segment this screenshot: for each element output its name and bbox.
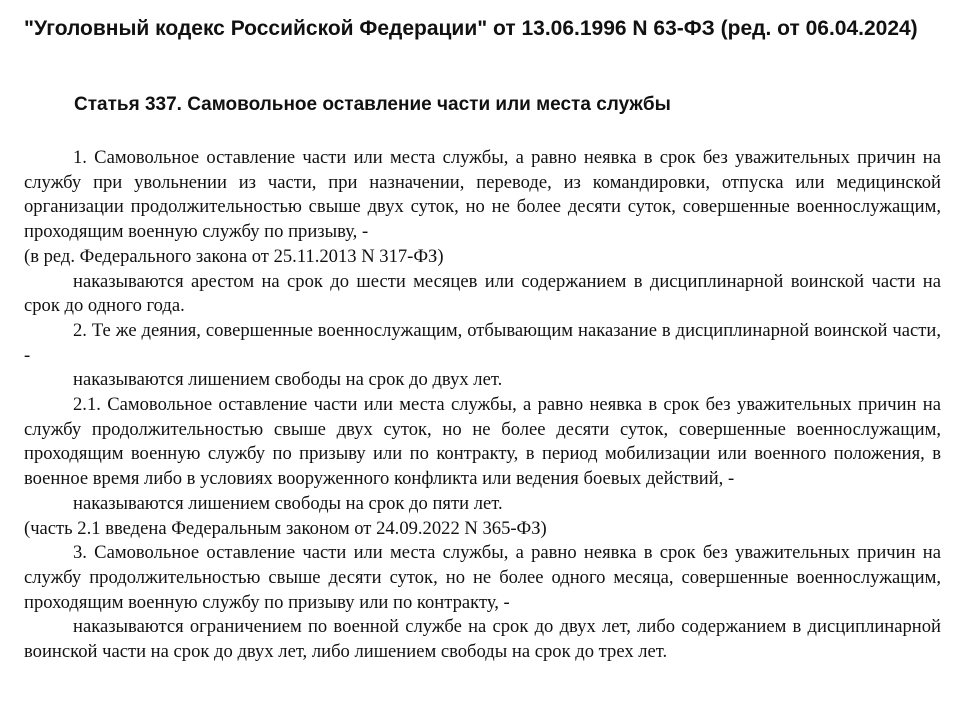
document-title: "Уголовный кодекс Российской Федерации" от 13.06.1996 N 63-ФЗ (ред. от 06.04.2024) [24,17,918,40]
paragraph-part-3: 3. Самовольное оставление части или места службы, а равно неявка в срок без уважительных причин на службу продолжительностью свыше десяти суток, но не более одного месяца, совершенные военнослужащим, проходящим военную службу по призыву или по контракту, - [24,542,941,613]
amendment-note: (часть 2.1 введена Федеральным законом от 24.09.2022 N 365-ФЗ) [24,517,547,539]
sanction-part-3: наказываются ограничением по военной службе на срок до двух лет, либо содержанием в дисциплинарной воинской части на срок до двух лет, либо лишением свободы на срок до трех лет. [24,616,941,663]
amendment-note: (в ред. Федерального закона от 25.11.2013 N 317-ФЗ) [24,245,444,267]
article-body [24,146,941,665]
paragraph-part-2: 2. Те же деяния, совершенные военнослужащим, отбывающим наказание в дисциплинарной воинской части, - [24,319,941,366]
sanction-part-2-1: наказываются лишением свободы на срок до пяти лет. [73,492,503,514]
sanction-part-1: наказываются арестом на срок до шести месяцев или содержанием в дисциплинарной воинской части на срок до одного года. [24,270,941,317]
sanction-part-2: наказываются лишением свободы на срок до двух лет. [73,369,503,391]
article-heading: Статья 337. Самовольное оставление части или места службы [74,94,671,115]
paragraph-part-1: 1. Самовольное оставление части или места службы, а равно неявка в срок без уважительных причин на службу при увольнении из части, при назначении, переводе, из командировки, отпуска или медицинской организации продолжительностью свыше двух суток, но не более десяти суток, совершенные военнослужащим, проходящим военную службу по призыву, - [24,147,941,243]
paragraph-part-2-1: 2.1. Самовольное оставление части или места службы, а равно неявка в срок без уважительных причин на службу продолжительностью свыше двух суток, но не более десяти суток, совершенные военнослужащим, проходящим военную службу по призыву или по контракту, в период мобилизации или военного положения, в военное время либо в условиях вооруженного конфликта или ведения боевых действий, - [24,394,941,490]
